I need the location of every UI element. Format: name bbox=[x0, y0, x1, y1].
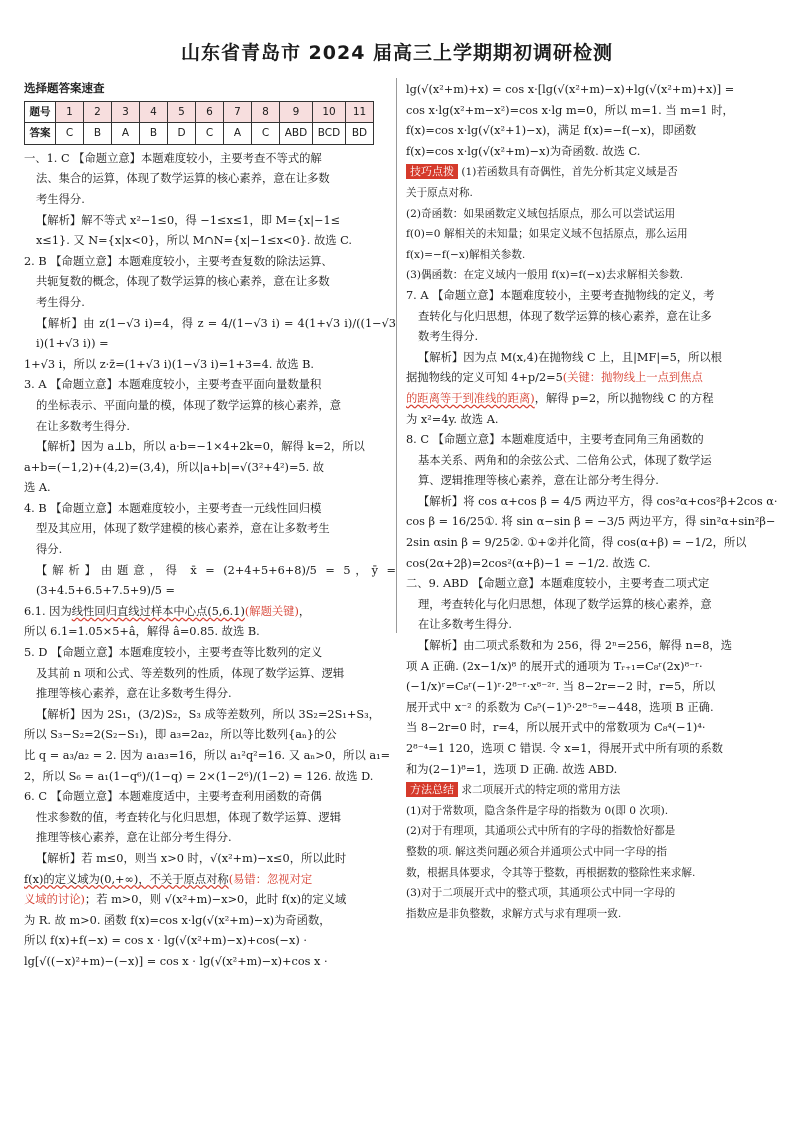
tip-label: 技巧点拨 bbox=[406, 164, 458, 179]
table-cell: 4 bbox=[140, 101, 168, 123]
method-label: 方法总结 bbox=[406, 782, 458, 797]
text-line: 得分. bbox=[36, 543, 63, 557]
text-line bbox=[24, 890, 396, 911]
q4-solution: 【解析】由题意，得 x̄ = (2+4+5+6+8)/5 = 5，ȳ = (3+4.5+6.5+7.5+9)/5 = bbox=[36, 563, 396, 598]
text-line: 所以 6.1=1.05×5+â，解得 â=0.85. 故选 B. bbox=[24, 625, 260, 639]
q8-solution: 【解析】将 cos α+cos β = 4/5 两边平方，得 cos²α+cos²β+2cos α· bbox=[418, 494, 778, 508]
text-line: 推理等核心素养，意在让部分考生得分. bbox=[36, 831, 232, 845]
text-span: 6.1. 因为 bbox=[24, 604, 72, 618]
text-line: 数，根据具体要求，令其等于整数，再根据数的整除性来求解. bbox=[406, 866, 696, 879]
table-cell: B bbox=[140, 123, 168, 145]
q7-solution: 【解析】因为点 M(x,4)在抛物线 C 上，且|MF|=5，所以根 bbox=[418, 350, 722, 364]
text-line: 共轭复数的概念，体现了数学运算的核心素养，意在让多数 bbox=[36, 275, 330, 289]
column-divider bbox=[396, 78, 397, 633]
text-span: ；若 m>0，则 √(x²+m)−x>0，此时 f(x)的定义域 bbox=[84, 893, 347, 907]
table-cell: BCD bbox=[313, 123, 346, 145]
text-span: ，解得 p=2，所以抛物线 C 的方程 bbox=[534, 391, 714, 405]
text-line bbox=[406, 389, 778, 410]
answer-table bbox=[24, 101, 374, 145]
text-line: cos x·lg(x²+m−x²)=cos x·lg m=0，所以 m=1. 当 m=1 时， bbox=[406, 103, 734, 117]
text-line: (2)奇函数：如果函数定义域包括原点，那么可以尝试运用 bbox=[406, 207, 676, 220]
text-line: 所以 f(x)+f(−x) = cos x · lg(√(x²+m)−x)+cos(−x) · bbox=[24, 934, 307, 948]
key-note: 的距离等于到准线的距离) bbox=[406, 391, 535, 405]
method-summary bbox=[406, 780, 778, 801]
text-line: 法、集合的运算，体现了数学运算的核心素养，意在让多数 bbox=[36, 172, 330, 186]
table-cell: 6 bbox=[196, 101, 224, 123]
text-line: (3)偶函数：在定义域内一般用 f(x)=f(−x)去求解相关参数. bbox=[406, 269, 684, 282]
q9-solution: 【解析】由二项式系数和为 256，得 2ⁿ=256，解得 n=8，选 bbox=[418, 639, 733, 653]
text-line: 考生得分. bbox=[36, 192, 85, 206]
q5-intent: 5. D 【命题立意】本题难度较小，主要考查等比数列的定义 bbox=[24, 646, 323, 660]
q1-intent: 一、1. C 【命题立意】本题难度较小，主要考查不等式的解 bbox=[24, 151, 322, 165]
table-cell: 3 bbox=[112, 101, 140, 123]
text-line: 指数应是非负整数，求解方式与求有理项一致. bbox=[406, 907, 622, 920]
answer-table-label: 选择题答案速查 bbox=[24, 81, 105, 95]
text-line: 2sin αsin β = 9/25②. ①+②并化简，得 cos(α+β) = −1/2，所以 bbox=[406, 536, 747, 550]
right-column bbox=[406, 80, 778, 924]
text-line: cos β = 16/25①. 将 sin α−sin β = −3/5 两边平方，得 sin²α+sin²β− bbox=[406, 515, 776, 529]
text-line: (1)对于常数项，隐含条件是字母的指数为 0(即 0 次项). bbox=[406, 804, 669, 817]
q2-solution: 【解析】由 z(1−√3 i)=4，得 z = 4/(1−√3 i) = 4(1+√3 i)/((1−√3 i)(1+√3 i)) = bbox=[36, 316, 396, 351]
text-line: 关于原点对称. bbox=[406, 186, 473, 199]
text-line: 基本关系、两角和的余弦公式、二倍角公式，体现了数学运 bbox=[418, 453, 712, 467]
table-cell: A bbox=[224, 123, 252, 145]
text-line: 整数的项. 解这类问题必须合并通项公式中同一字母的指 bbox=[406, 845, 667, 858]
answer-table-number-row bbox=[25, 101, 374, 123]
table-cell: 9 bbox=[280, 101, 313, 123]
text-line: f(x)=cos x·lg(√(x²+1)−x)，满足 f(x)=−f(−x)，即函数 bbox=[406, 124, 697, 138]
text-line: 1+√3 i，所以 z·z̄=(1+√3 i)(1−√3 i)=1+3=4. 故选 B. bbox=[24, 357, 315, 371]
text-span: (1)若函数具有奇偶性，首先分析其定义域是否 bbox=[461, 166, 678, 179]
text-line: f(x)=−f(−x)解相关参数. bbox=[406, 248, 526, 261]
error-point-underline: f(x)的定义域为(0,+∞)，不关于原点对称 bbox=[24, 872, 229, 886]
text-line: 选 A. bbox=[24, 481, 51, 495]
error-note: (易错：忽视对定 bbox=[228, 872, 313, 886]
table-cell: C bbox=[196, 123, 224, 145]
q7-intent: 7. A 【命题立意】本题难度较小，主要考查抛物线的定义，考 bbox=[406, 288, 715, 302]
q4-intent: 4. B 【命题立意】本题难度较小，主要考查一元线性回归模 bbox=[24, 501, 322, 515]
text-line: (2)对于有理项，其通项公式中所有的字母的指数恰好都是 bbox=[406, 825, 676, 838]
text-line: f(x)=cos x·lg(√(x²+m)−x)为奇函数. 故选 C. bbox=[406, 144, 641, 158]
key-note: (关键：抛物线上一点到焦点 bbox=[562, 371, 703, 385]
q3-intent: 3. A 【命题立意】本题难度较小，主要考查平面向量数量积 bbox=[24, 378, 322, 392]
text-line bbox=[24, 870, 396, 891]
text-line: 2⁸⁻⁴=1 120，选项 C 错误. 令 x=1，得展开式中所有项的系数 bbox=[406, 742, 723, 755]
table-cell: 10 bbox=[313, 101, 346, 123]
left-column bbox=[24, 78, 396, 973]
table-cell: D bbox=[168, 123, 196, 145]
text-line: 性求参数的值，考查转化与化归思想，体现了数学运算、逻辑 bbox=[36, 810, 342, 824]
q6-solution: 【解析】若 m≤0，则当 x>0 时，√(x²+m)−x≤0，所以此时 bbox=[36, 851, 347, 865]
method-title: 求二项展开式的特定项的常用方法 bbox=[461, 784, 621, 797]
text-line: 在让多数考生得分. bbox=[418, 618, 512, 632]
table-cell: 2 bbox=[84, 101, 112, 123]
text-line: 型及其应用，体现了数学建模的核心素养，意在让多数考生 bbox=[36, 522, 330, 536]
table-cell: 1 bbox=[56, 101, 84, 123]
table-cell: 5 bbox=[168, 101, 196, 123]
table-cell: ABD bbox=[280, 123, 313, 145]
table-header: 题号 bbox=[25, 101, 56, 123]
table-cell: 7 bbox=[224, 101, 252, 123]
q3-solution: 【解析】因为 a⊥b，所以 a·b=−1×4+2k=0，解得 k=2，所以 bbox=[36, 440, 365, 454]
text-line: x≤1}. 又 N={x|x<0}，所以 M∩N={x|−1≤x<0}. 故选 C. bbox=[36, 234, 352, 248]
text-line bbox=[24, 602, 396, 623]
q5-solution: 【解析】因为 2S₁，(3/2)S₂，S₃ 成等差数列，所以 3S₂=2S₁+S₃， bbox=[36, 707, 380, 721]
q6-intent: 6. C 【命题立意】本题难度适中，主要考查利用函数的奇偶 bbox=[24, 790, 322, 804]
text-line: f(0)=0 解相关的未知量；如果定义域不包括原点，那么运用 bbox=[406, 228, 688, 241]
page-title: 山东省青岛市 2024 届高三上学期期初调研检测 bbox=[180, 42, 614, 64]
text-line: 项 A 正确. (2x−1/x)⁸ 的展开式的通项为 Tᵣ₊₁=C₈ʳ(2x)⁸⁻ʳ· bbox=[406, 659, 703, 673]
text-line: (−1/x)ʳ=C₈ʳ(−1)ʳ·2⁸⁻ʳ·x⁸⁻²ʳ. 当 8−2r=−2 时，r=5，所以 bbox=[406, 680, 716, 694]
text-line: 2，所以 S₆ = a₁(1−q⁶)/(1−q) = 2×(1−2⁶)/(1−2) = 126. 故选 D. bbox=[24, 769, 374, 783]
text-line: 比 q = a₃/a₂ = 2. 因为 a₁a₃=16，所以 a₁²q²=16. 又 aₙ>0，所以 a₁= bbox=[24, 749, 391, 762]
table-cell: C bbox=[252, 123, 280, 145]
text-line: lg(√(x²+m)+x) = cos x·[lg(√(x²+m)−x)+lg(√(x²+m)+x)] = bbox=[406, 83, 735, 96]
text-line: lg[√((−x)²+m)−(−x)] = cos x · lg(√(x²+m)−x)+cos x · bbox=[24, 954, 328, 968]
text-span: 据抛物线的定义可知 4+p/2=5 bbox=[406, 371, 563, 385]
table-cell: A bbox=[112, 123, 140, 145]
answer-table-answer-row bbox=[25, 123, 374, 145]
table-cell: BD bbox=[346, 123, 374, 145]
text-line: (3)对于二项展开式中的整式项，其通项公式中同一字母的 bbox=[406, 887, 676, 900]
text-line bbox=[406, 368, 778, 389]
text-line: a+b=(−1,2)+(4,2)=(3,4)，所以|a+b|=√(3²+4²)=5. 故 bbox=[24, 460, 325, 474]
q2-intent: 2. B 【命题立意】本题难度较小，主要考查复数的除法运算、 bbox=[24, 254, 333, 268]
text-line: 的坐标表示、平面向量的模，体现了数学运算的核心素养，意 bbox=[36, 398, 342, 412]
text-line: 考生得分. bbox=[36, 295, 85, 309]
table-cell: B bbox=[84, 123, 112, 145]
q8-intent: 8. C 【命题立意】本题难度适中，主要考查同角三角函数的 bbox=[406, 433, 704, 447]
table-cell: 8 bbox=[252, 101, 280, 123]
text-line: 查转化与化归思想，体现了数学运算的核心素养，意在让多 bbox=[418, 309, 712, 323]
text-line: 为 x²=4y. 故选 A. bbox=[406, 412, 499, 426]
text-line: 当 8−2r=0 时，r=4，所以展开式中的常数项为 C₈⁴(−1)⁴· bbox=[406, 721, 706, 735]
text-line: 推理等核心素养，意在让多数考生得分. bbox=[36, 687, 232, 701]
text-line: 及其前 n 项和公式、等差数列的性质，体现了数学运算、逻辑 bbox=[36, 666, 345, 680]
text-line: cos(2α+2β)=2cos²(α+β)−1 = −1/2. 故选 C. bbox=[406, 556, 651, 570]
text-span: ， bbox=[298, 604, 311, 618]
key-note: (解题关键) bbox=[244, 604, 299, 618]
table-cell: 11 bbox=[346, 101, 374, 123]
text-line: 和为(2−1)⁸=1，选项 D 正确. 故选 ABD. bbox=[406, 762, 618, 776]
text-line: 在让多数考生得分. bbox=[36, 419, 130, 433]
error-note: 义域的讨论) bbox=[24, 893, 85, 907]
text-line: 数考生得分. bbox=[418, 330, 479, 344]
text-line: 为 R. 故 m>0. 函数 f(x)=cos x·lg(√(x²+m)−x)为奇函数， bbox=[24, 913, 331, 927]
text-line: 理，考查转化与化归思想，体现了数学运算的核心素养，意 bbox=[418, 597, 712, 611]
key-point-underline: 线性回归直线过样本中心点(5,6.1) bbox=[71, 604, 245, 618]
q9-intent: 二、9. ABD 【命题立意】本题难度较小，主要考查二项式定 bbox=[406, 577, 710, 591]
text-line: 所以 S₃−S₂=2(S₂−S₁)，即 a₃=2a₂，所以等比数列{aₙ}的公 bbox=[24, 728, 337, 742]
tip-block bbox=[406, 162, 778, 183]
q1-solution: 【解析】解不等式 x²−1≤0，得 −1≤x≤1，即 M={x|−1≤ bbox=[36, 213, 341, 227]
table-header: 答案 bbox=[25, 123, 56, 145]
text-line: 算、逻辑推理等核心素养，意在让部分考生得分. bbox=[418, 474, 659, 488]
table-cell: C bbox=[56, 123, 84, 145]
text-line: 展开式中 x⁻² 的系数为 C₈⁵(−1)⁵·2⁸⁻⁵=−448，选项 B 正确. bbox=[406, 700, 714, 714]
